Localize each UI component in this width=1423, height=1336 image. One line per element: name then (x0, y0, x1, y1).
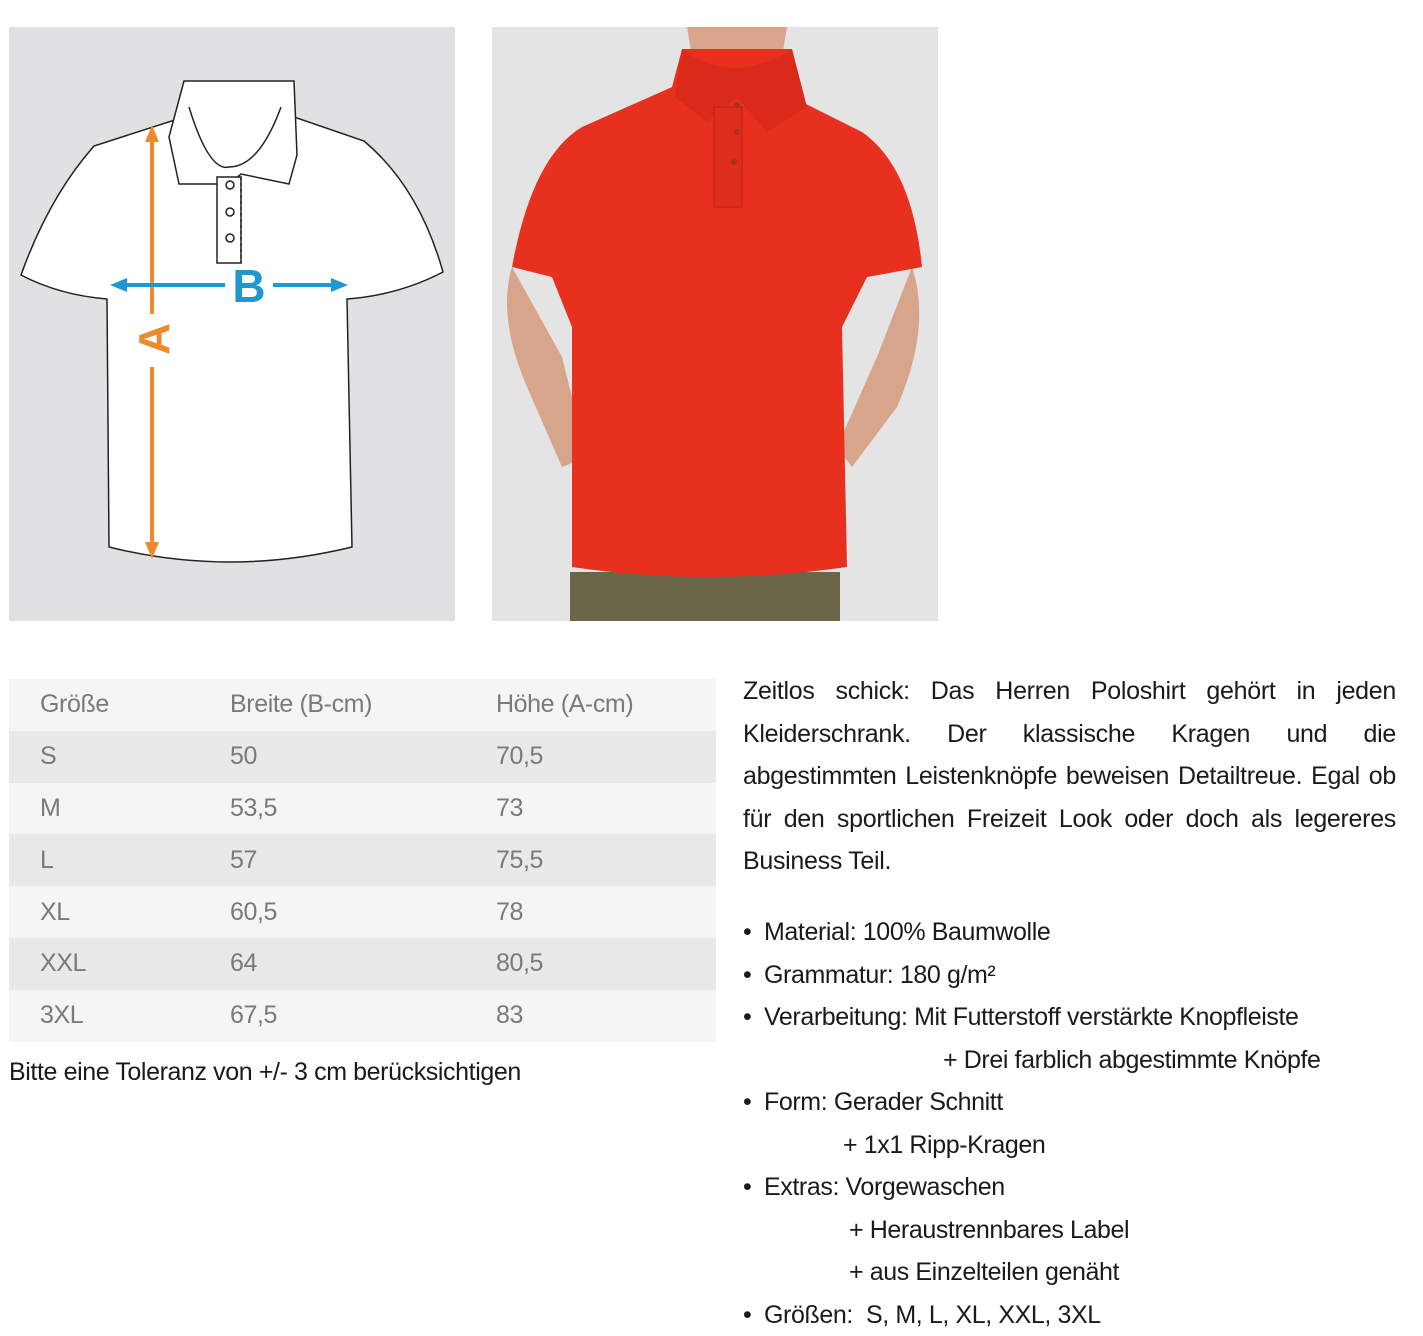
table-row (9, 990, 716, 1042)
cell-width: 60,5 (230, 897, 278, 926)
label-a: A (130, 323, 179, 355)
feature-subitem: + 1x1 Ripp-Kragen (843, 1130, 1046, 1159)
cell-height: 73 (496, 793, 524, 822)
cell-height: 75,5 (496, 845, 544, 874)
feature-subitem: + aus Einzelteilen genäht (849, 1258, 1120, 1286)
cell-size: XXL (40, 949, 87, 978)
cell-size: S (40, 742, 57, 771)
bullet-icon: • (743, 918, 752, 946)
polo-outline-diagram (9, 27, 455, 621)
table-row (9, 938, 716, 990)
header-size: Größe (40, 690, 109, 719)
bullet-icon: • (743, 960, 752, 989)
red-polo-photo (492, 27, 938, 621)
table-row (9, 886, 716, 938)
feature-item (743, 911, 1321, 954)
feature-text: Form: Gerader Schnitt (764, 1088, 1003, 1116)
feature-item (743, 1081, 1321, 1166)
feature-subitem: + Heraustrennbares Label (849, 1215, 1130, 1244)
table-row (9, 834, 716, 886)
feature-text: Material: 100% Baumwolle (764, 918, 1051, 946)
cell-height: 70,5 (496, 742, 544, 771)
feature-text: Verarbeitung: Mit Futterstoff verstärkte Knopfleiste (764, 1003, 1299, 1031)
cell-width: 53,5 (230, 793, 278, 822)
cell-width: 64 (230, 949, 258, 978)
cell-size: M (40, 793, 61, 822)
table-row (9, 731, 716, 783)
cell-height: 83 (496, 1001, 524, 1030)
feature-list (743, 911, 1321, 1336)
cell-width: 50 (230, 742, 258, 771)
header-width: Breite (B-cm) (230, 690, 373, 719)
cell-height: 78 (496, 897, 524, 926)
feature-item (743, 996, 1321, 1081)
cell-size: L (40, 845, 54, 874)
feature-subitem: + Drei farblich abgestimmte Knöpfe (943, 1045, 1321, 1074)
bullet-icon: • (743, 1173, 752, 1201)
tolerance-note: Bitte eine Toleranz von +/- 3 cm berücksichtigen (9, 1058, 521, 1086)
feature-item (743, 1294, 1321, 1336)
size-diagram (9, 27, 455, 621)
size-table (9, 679, 716, 1042)
feature-text: Größen: S, M, L, XL, XXL, 3XL (764, 1300, 1101, 1329)
model-photo (492, 27, 938, 621)
bullet-icon: • (743, 1003, 752, 1031)
feature-item (743, 954, 1321, 997)
feature-text: Extras: Vorgewaschen (764, 1173, 1005, 1201)
table-row (9, 783, 716, 835)
cell-height: 80,5 (496, 949, 544, 978)
cell-width: 57 (230, 845, 258, 874)
header-height: Höhe (A-cm) (496, 690, 634, 719)
bullet-icon: • (743, 1300, 752, 1329)
cell-width: 67,5 (230, 1001, 278, 1030)
table-header-row (9, 679, 716, 731)
product-description: Zeitlos schick: Das Herren Poloshirt gehört in jeden Kleiderschrank. Der klassische Kragen und die abgestimmten Leistenknöpfe beweisen Detailtreue. Egal ob für den sportlichen Freizeit Look oder doch als legereres Business Teil. (743, 677, 1396, 876)
cell-size: 3XL (40, 1001, 84, 1030)
label-b: B (232, 260, 266, 312)
feature-item (743, 1166, 1321, 1294)
bullet-icon: • (743, 1088, 752, 1116)
cell-size: XL (40, 897, 70, 926)
feature-text: Grammatur: 180 g/m² (764, 960, 996, 989)
